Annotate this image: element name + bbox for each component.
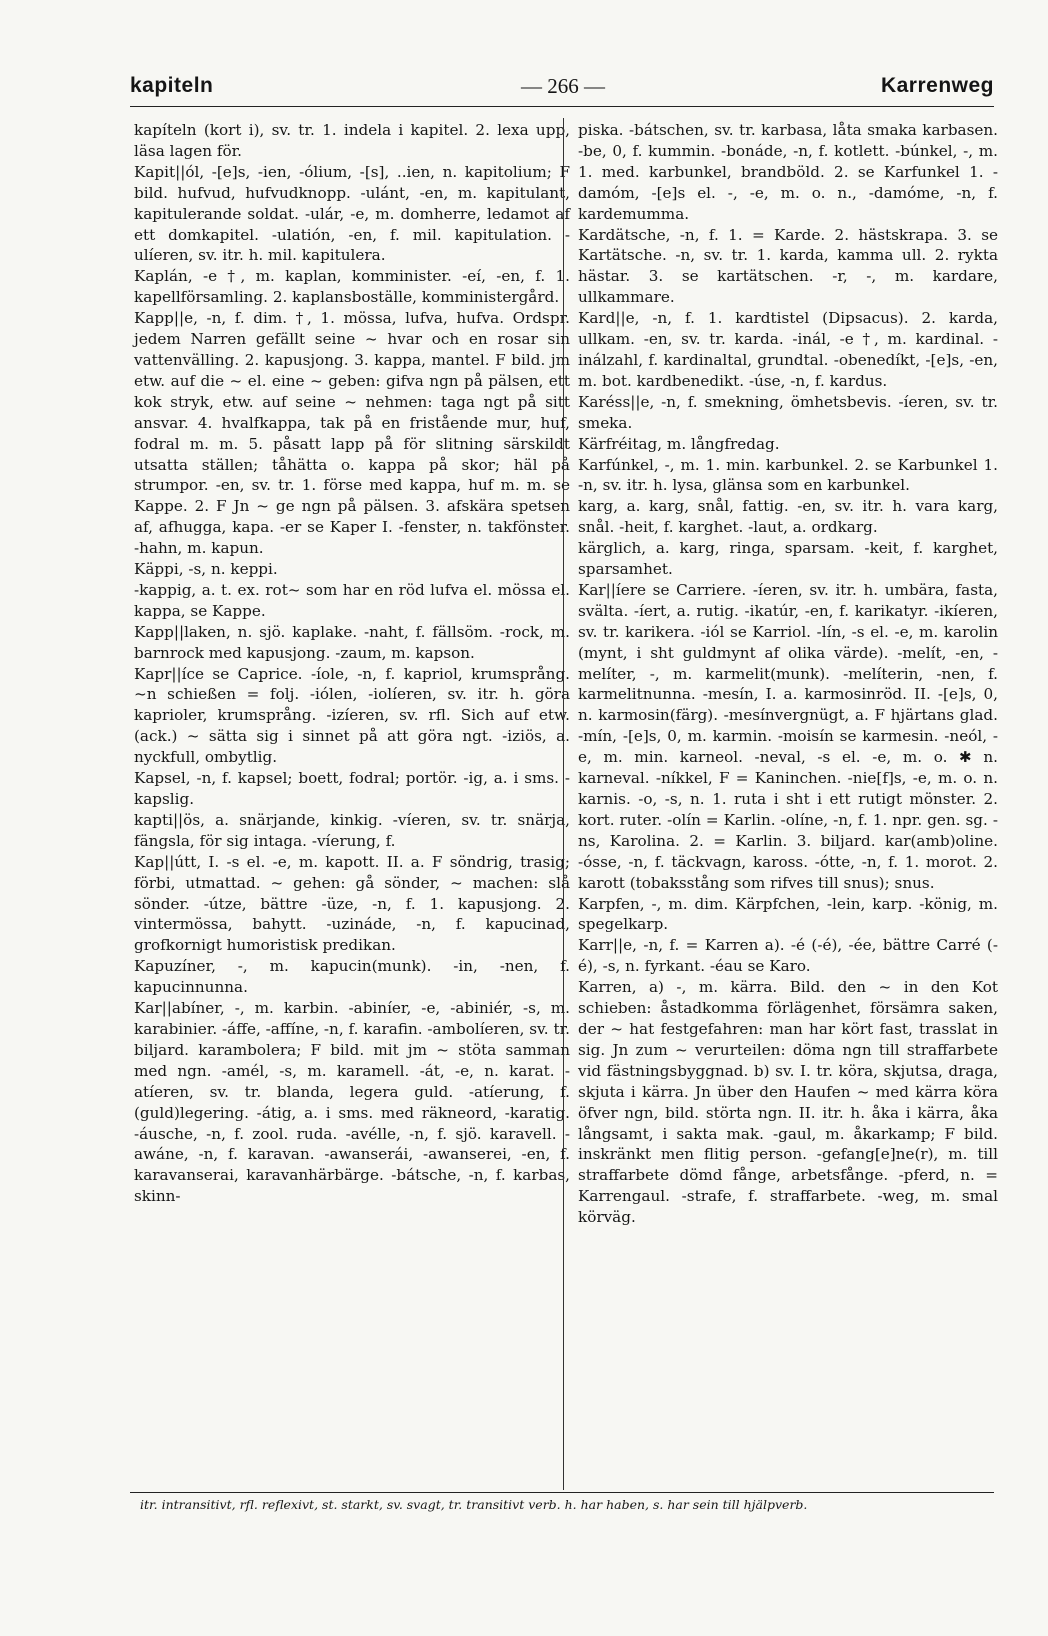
dictionary-entry: kapti||ös, a. snärjande, kinkig. -víeren, sv. tr. snärja, fängsla, för sig intaga. -víerung, f. — [134, 810, 570, 850]
column-divider — [563, 118, 564, 1490]
dictionary-entry: Kapp||laken, n. sjö. kaplake. -naht, f. fällsöm. -rock, m. barnrock med kapusjong. -zaum, m. kapson. — [134, 622, 570, 662]
dictionary-entry: karg, a. karg, snål, fattig. -en, sv. itr. h. vara karg, snål. -heit, f. karghet. -laut, a. ordkarg. — [578, 497, 998, 537]
dictionary-entry: Kapp||e, -n, f. dim. †, 1. mössa, lufva, hufva. Ordspr. jedem Narren gefällt seine ~ hvar och en rosar sin vattenvälling. 2. kapusjong. 3. kappa, mantel. F bild. jm etw. auf die ~ el. eine ~ geben: gifva ngn på pälsen, ett kok stryk, etw. auf seine ~ nehmen: taga ngt på sitt ansvar. 4. hvalfkappa, tak på en fristående mur, huf, fodral m. m. 5. påsatt lapp på för slitning särskildt utsatta ställen; tåhätta o. kappa på skor; häl på strumpor. -en, sv. tr. 1. förse med kappa, huf m. m. se Kappe. 2. F Jn ~ ge ngn på pälsen. 3. afskära spetsen af, afhugga, kapa. -er se Kaper I. -fenster, n. takfönster. -hahn, m. kapun. — [134, 309, 570, 558]
running-head-right: Karrenweg — [880, 74, 994, 97]
page-header — [130, 68, 994, 108]
left-column — [134, 120, 570, 1207]
footer-rule — [130, 1492, 994, 1493]
dictionary-entry: piska. -bátschen, sv. tr. karbasa, låta smaka karbasen. -be, 0, f. kummin. -bonáde, -n, f. kotlett. -búnkel, -, m. 1. med. karbunkel, brandböld. 2. se Karfunkel 1. -damóm, -[e]s el. -, -e, m. o. n., -damóme, -n, f. kardemumma. — [578, 121, 998, 223]
dictionary-entry: Kar||abíner, -, m. karbin. -abiníer, -e, -abiniér, -s, m. karabinier. -áffe, -affíne, -n, f. karafin. -ambolíeren, sv. tr. biljard. karambolera; F bild. mit jm ~ stöta samman med ngn. -amél, -s, m. karamell. -át, -e, n. karat. -atíeren, sv. tr. blanda, legera guld. -atíerung, f. (guld)legering. -átig, a. i sms. med räkneord, -karatig. -áusche, -n, f. zool. ruda. -avélle, -n, f. sjö. karavell. -awáne, -n, f. karavan. -awanserái, -awanserei, -en, f. karavanserai, karavanhärbärge. -bátsche, -n, f. karbas, skinn- — [134, 999, 570, 1206]
dictionary-entry: Kapit||ól, -[e]s, -ien, -ólium, -[s], ..ien, n. kapitolium; F bild. hufvud, hufvudknopp. -ulánt, -en, m. kapitulant, kapitulerande soldat. -ulár, -e, m. domherre, ledamot af ett domkapitel. -ulatión, -en, f. mil. kapitulation. -ulíeren, sv. itr. h. mil. kapitulera. — [134, 162, 570, 265]
dictionary-entry: Karéss||e, -n, f. smekning, ömhetsbevis. -íeren, sv. tr. smeka. — [578, 392, 998, 432]
dictionary-entry: Kapr||íce se Caprice. -íole, -n, f. kapriol, krumsprång. ~n schießen = folj. -iólen, -iolíeren, sv. itr. h. göra kaprioler, krumsprång. -izíeren, sv. rfl. Sich auf etw. (ack.) ~ sätta sig i sinnet på att göra ngt. -iziös, a. nyckfull, ombytlig. — [134, 664, 570, 767]
abbreviation-footer: itr. intransitivt, rfl. reflexivt, st. starkt, sv. svagt, tr. transitivt verb. h. har haben, s. har sein till hjälpverb. — [140, 1497, 808, 1512]
dictionary-entry: Kard||e, -n, f. 1. kardtistel (Dipsacus). 2. karda, ullkam. -en, sv. tr. karda. -inál, -e †, m. kardinal. -inálzahl, f. kardinaltal, grundtal. -obenedíkt, -[e]s, -en, m. bot. kardbenedikt. -úse, -n, f. kardus. — [578, 309, 998, 390]
right-column — [578, 120, 998, 1228]
dictionary-entry: Karpfen, -, m. dim. Kärpfchen, -lein, karp. -könig, m. spegelkarp. — [578, 894, 998, 934]
dictionary-entry: -kappig, a. t. ex. rot~ som har en röd lufva el. mössa el. kappa, se Kappe. — [134, 580, 570, 620]
dictionary-entry: Karfúnkel, -, m. 1. min. karbunkel. 2. se Karbunkel 1. -n, sv. itr. h. lysa, glänsa som en karbunkel. — [578, 455, 998, 495]
dictionary-entry: kapíteln (kort i), sv. tr. 1. indela i kapitel. 2. lexa upp, läsa lagen för. — [134, 121, 570, 160]
dictionary-entry: Kar||íere se Carriere. -íeren, sv. itr. h. umbära, fasta, svälta. -íert, a. rutig. -ikatúr, -en, f. karikatyr. -ikíeren, sv. tr. karikera. -iól se Karriol. -lín, -s el. -e, m. karolin (mynt, i sht guldmynt af olika värde). -melít, -en, -melíter, -, m. karmelit(munk). -melíterin, -nen, f. karmelitnunna. -mesín, I. a. karmosinröd. II. -[e]s, 0, n. karmosin(färg). -mesínvergnügt, a. F hjärtans glad. -mín, -[e]s, 0, m. karmin. -moisín se karmesin. -neól, -e, m. min. karneol. -neval, -s el. -e, m. o. ✱ n. karneval. -níkkel, F = Kaninchen. -nie[f]s, -e, m. o. n. karnis. -o, -s, n. 1. ruta i sht i ett rutigt mönster. 2. kort. ruter. -olín = Karlin. -olíne, -n, f. 1. npr. gen. sg. -ns, Karolina. 2. = Karlin. 3. biljard. kar(amb)oline. -ósse, -n, f. täckvagn, kaross. -ótte, -n, f. 1. morot. 2. karott (tobaksstång som rifves till snus); snus. — [578, 580, 998, 892]
dictionary-entry: Kapuzíner, -, m. kapucin(munk). -in, -nen, f. kapucinnunna. — [134, 957, 570, 997]
dictionary-entry: Kapsel, -n, f. kapsel; boett, fodral; portör. -ig, a. i sms. -kapslig. — [134, 769, 570, 808]
dictionary-entry: kärglich, a. karg, ringa, sparsam. -keit, f. karghet, sparsamhet. — [578, 539, 998, 579]
dictionary-entry: Kaplán, -e †, m. kaplan, komminister. -eí, -en, f. 1. kapellförsamling. 2. kaplansboställe, komministergård. — [134, 267, 570, 307]
dictionary-entry: Käppi, -s, n. keppi. — [134, 560, 278, 579]
dictionary-entry: Kap||útt, I. -s el. -e, m. kapott. II. a. F söndrig, trasig; förbi, utmattad. ~ gehen: gå sönder, ~ machen: slå sönder. -útze, bättre -üze, -n, f. 1. kapusjong. 2. vintermössa, bahytt. -uzináde, -n, f. kapucinad, grofkornigt humoristisk predikan. — [134, 852, 570, 955]
page-number: — 266 — — [521, 74, 605, 98]
header-rule — [130, 106, 994, 107]
running-head-left: kapiteln — [130, 74, 214, 97]
dictionary-entry: Kardätsche, -n, f. 1. = Karde. 2. hästskrapa. 3. se Kartätsche. -n, sv. tr. 1. karda, kamma ull. 2. rykta hästar. 3. se kartätschen. -r, -, m. kardare, ullkammare. — [578, 225, 998, 307]
dictionary-entry: Karr||e, -n, f. = Karren a). -é (-é), -ée, bättre Carré (-é), -s, n. fyrkant. -éau se Karo. — [578, 936, 998, 976]
dictionary-entry: Kärfréitag, m. långfredag. — [578, 434, 780, 453]
dictionary-entry: Karren, a) -, m. kärra. Bild. den ~ in den Kot schieben: åstadkomma förlägenhet, försämra saken, der ~ hat festgefahren: man har kört fast, trasslat in sig. Jn zum ~ verurteilen: döma ngn till straffarbete vid fästningsbyggnad. b) sv. I. tr. köra, skjutsa, draga, skjuta i kärra. Jn über den Haufen ~ med kärra köra öfver ngn, bild. störta ngn. II. itr. h. åka i kärra, åka långsamt, i sakta mak. -gaul, m. åkarkamp; F bild. inskränkt men flitig person. -gefang[e]ne(r), m. till straffarbete dömd fånge, arbetsfånge. -pferd, n. = Karrengaul. -strafe, f. straffarbete. -weg, m. smal körväg. — [578, 978, 998, 1227]
